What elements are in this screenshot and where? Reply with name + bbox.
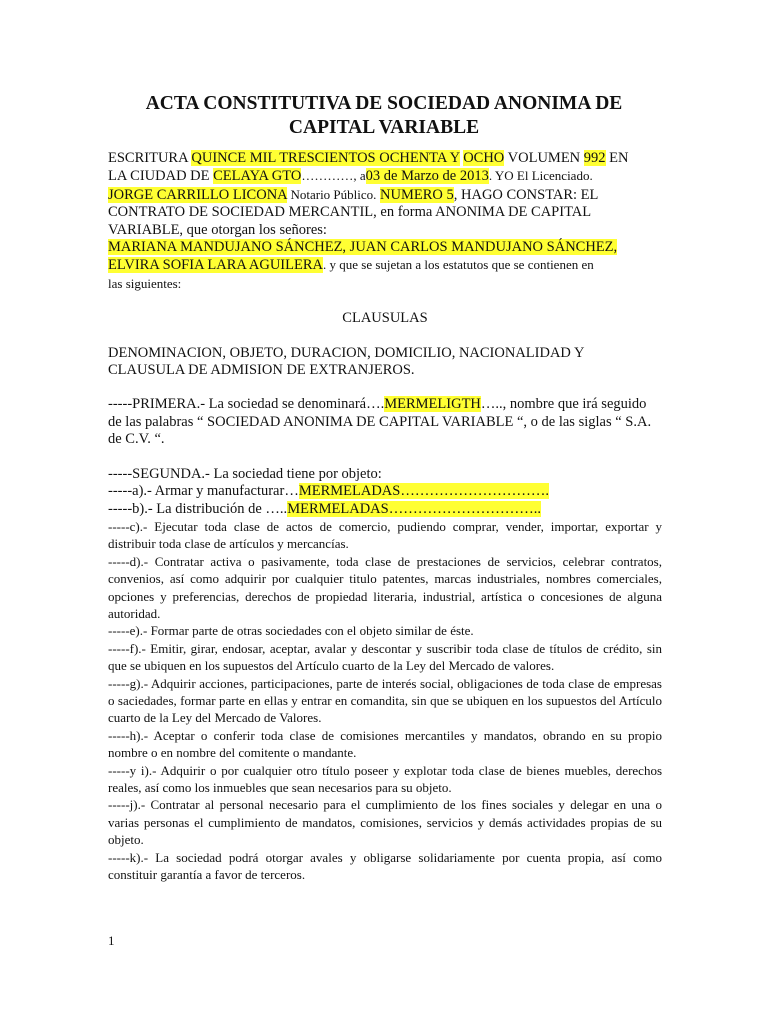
highlighted-city: CELAYA GTO xyxy=(213,168,302,185)
intro-text: las siguientes: xyxy=(108,275,182,291)
clause-item-f: -----f).- Emitir, girar, endosar, aceptar, avalar y descontar y suscribir toda clase de títulos de crédito, sin que se ubiquen en los supuestos del Artículo cuarto de la Ley del Mercado de valores. xyxy=(108,640,662,674)
highlighted-date: 03 de Marzo de 2013 xyxy=(365,168,489,185)
intro-text: CONTRATO DE SOCIEDAD MERCANTIL, en forma ANONIMA DE CAPITAL xyxy=(108,204,592,221)
title-line-2: CAPITAL VARIABLE xyxy=(288,117,480,138)
clause-item-i: -----y i).- Adquirir o por cualquier otro título poseer y explotar toda clase de bienes muebles, derechos reales, así como los inmuebles que sean necesarios para su objeto. xyxy=(108,762,662,795)
highlighted-product: MERMELADAS…………………………. xyxy=(298,483,549,500)
clause-segunda-heading: -----SEGUNDA.- La sociedad tiene por objeto: xyxy=(108,465,382,482)
title-line-1: ACTA CONSTITUTIVA DE SOCIEDAD ANONIMA DE xyxy=(145,93,623,114)
clause-text: -----b).- La distribución de ….. xyxy=(108,500,288,517)
highlighted-volume: 992 xyxy=(583,150,606,166)
document-body xyxy=(108,150,662,883)
clause-item-g: -----g).- Adquirir acciones, participaciones, parte de interés social, obligaciones de toda clase de empresas o saciedades, formar parte en ellas y entrar en comandita, sin que se ubiquen en los supuestos del Artículo cuarto de la Ley del Mercado de Valores. xyxy=(108,675,662,726)
clause-item-j: -----j).- Contratar al personal necesario para el cumplimiento de los fines sociales y delegar en una o varias personas el cumplimiento de mandatos, comisiones, servicios y demás actividades propias de su objeto. xyxy=(108,797,662,848)
intro-text: …………, a xyxy=(301,168,366,184)
intro-paragraph xyxy=(108,150,662,293)
intro-text: ESCRITURA xyxy=(108,150,188,166)
clause-item-c: -----c).- Ejecutar toda clase de actos de comercio, pudiendo comprar, vender, importar, exportar y distribuir toda clase de artículos y mercancías. xyxy=(108,518,662,552)
page-number: 1 xyxy=(108,933,115,948)
clause-primera xyxy=(108,396,662,448)
highlighted-company-name: MERMELIGTH xyxy=(384,396,481,413)
clause-text: -----a).- Armar y manufacturar… xyxy=(108,483,299,500)
clause-text: -----PRIMERA.- La sociedad se denominará…. xyxy=(108,396,385,413)
intro-text: . YO El Licenciado. xyxy=(488,168,593,184)
intro-text: Notario Público. xyxy=(290,186,377,202)
intro-text: LA CIUDAD DE xyxy=(108,168,210,185)
highlighted-amount-end: OCHO xyxy=(463,150,505,166)
highlighted-product: MERMELADAS………………………….. xyxy=(287,500,541,517)
clause-item-k: -----k).- La sociedad podrá otorgar avales y obligarse solidariamente por cuenta propia, así como constituir garantía a favor de terceros. xyxy=(108,849,662,883)
highlighted-partners: MARIANA MANDUJANO SÁNCHEZ, JUAN CARLOS MANDUJANO SÁNCHEZ, xyxy=(108,239,618,256)
clause-item-b xyxy=(108,501,662,518)
intro-text: , HAGO CONSTAR: EL xyxy=(453,186,599,203)
clause-item-h: -----h).- Aceptar o conferir toda clase de comisiones mercantiles y mandatos, obrando en su propio nombre o en nombre del comitente o mandante. xyxy=(108,727,662,761)
intro-text: EN xyxy=(609,150,629,166)
highlighted-partner: ELVIRA SOFIA LARA AGUILERA xyxy=(108,257,323,274)
section-heading: DENOMINACION, OBJETO, DURACION, DOMICILIO, NACIONALIDAD Y CLAUSULA DE ADMISION DE EXTRANJEROS. xyxy=(108,344,584,379)
clause-item-d: -----d).- Contratar activa o pasivamente, toda clase de prestaciones de servicios, celebrar contratos, convenios, así como adquirir por cualquier titulo patentes, marcas industriales, nombres comerciales, opciones y preferencias, derechos de propiedad literaria, industrial, artística o concesiones de alguna autoridad. xyxy=(108,553,662,621)
clause-item-a xyxy=(108,483,662,500)
clausulas-heading: CLAUSULAS xyxy=(342,310,428,327)
intro-text: . y que se sujetan a los estatutos que se contienen en xyxy=(322,257,594,273)
document-title xyxy=(100,92,668,140)
highlighted-notary: JORGE CARRILLO LICONA xyxy=(108,186,287,203)
clause-text: ….., nombre que irá seguido de las palabras “ SOCIEDAD ANONIMA DE CAPITAL VARIABLE “, o de las siglas “ S.A. de C.V. “. xyxy=(108,396,652,448)
intro-text: VOLUMEN xyxy=(507,150,581,166)
clause-item-e: -----e).- Formar parte de otras sociedades con el objeto similar de éste. xyxy=(108,623,474,639)
highlighted-notary-number: NUMERO 5 xyxy=(380,186,454,203)
intro-text: VARIABLE, que otorgan los señores: xyxy=(108,221,327,238)
highlighted-amount: QUINCE MIL TRESCIENTOS OCHENTA Y xyxy=(191,150,460,166)
